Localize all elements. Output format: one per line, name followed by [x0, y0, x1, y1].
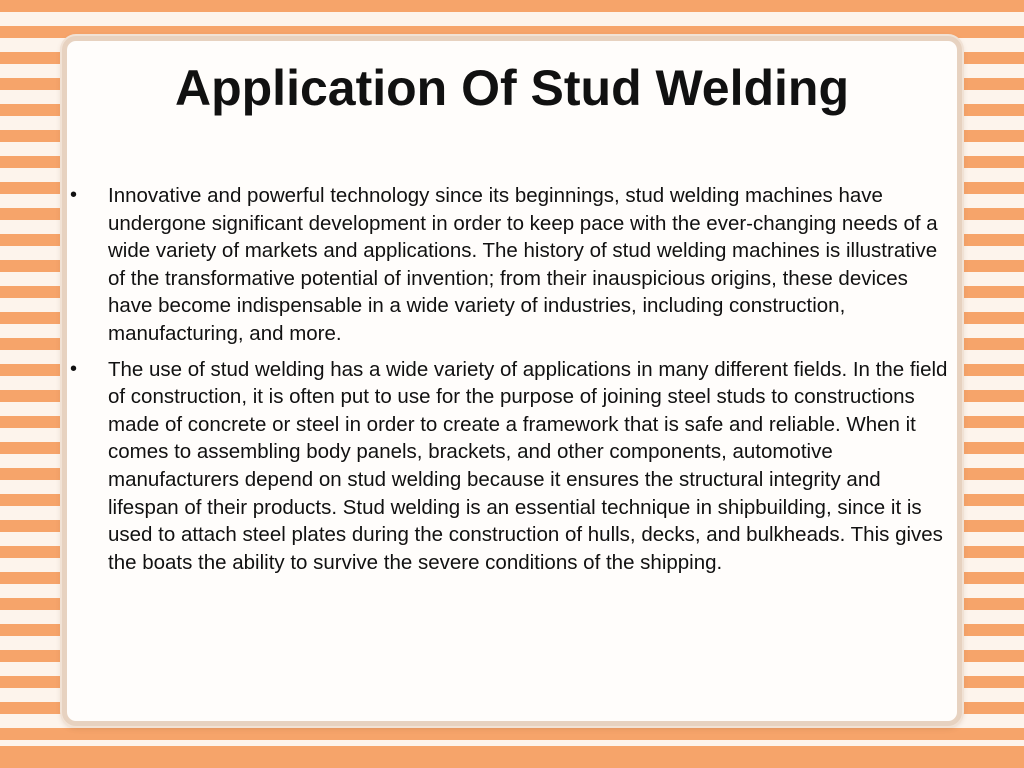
- bullet-item-applications: [70, 356, 950, 577]
- bullet-dot-icon: •: [70, 357, 78, 380]
- slide-title: Application Of Stud Welding: [174, 60, 850, 116]
- bullet-text: Innovative and powerful technology since its beginnings, stud welding machines have undergone significant development in order to keep pace with the ever-changing needs of a wide variety of markets and applications. The history of stud welding machines is illustrative of the transformative potential of invention; from their inauspicious origins, these devices have become indispensable in a wide variety of industries, including construction, manufacturing, and more.: [108, 184, 938, 345]
- bullet-text: The use of stud welding has a wide variety of applications in many different fields. In the field of construction, it is often put to use for the purpose of joining steel studs to constructions made of concrete or steel in order to create a framework that is safe and reliable. When it comes to assembling body panels, brackets, and other components, automotive manufacturers depend on stud welding because it ensures the structural integrity and lifespan of their products. Stud welding is an essential technique in shipbuilding, since it is used to attach steel plates during the construction of hulls, decks, and bulkheads. This gives the boats the ability to survive the severe conditions of the shipping.: [108, 357, 948, 574]
- bottom-stripe-band: [0, 746, 1024, 768]
- bullet-dot-icon: •: [70, 184, 78, 206]
- bullet-item-history: [70, 182, 950, 348]
- bullet-list: [70, 182, 950, 584]
